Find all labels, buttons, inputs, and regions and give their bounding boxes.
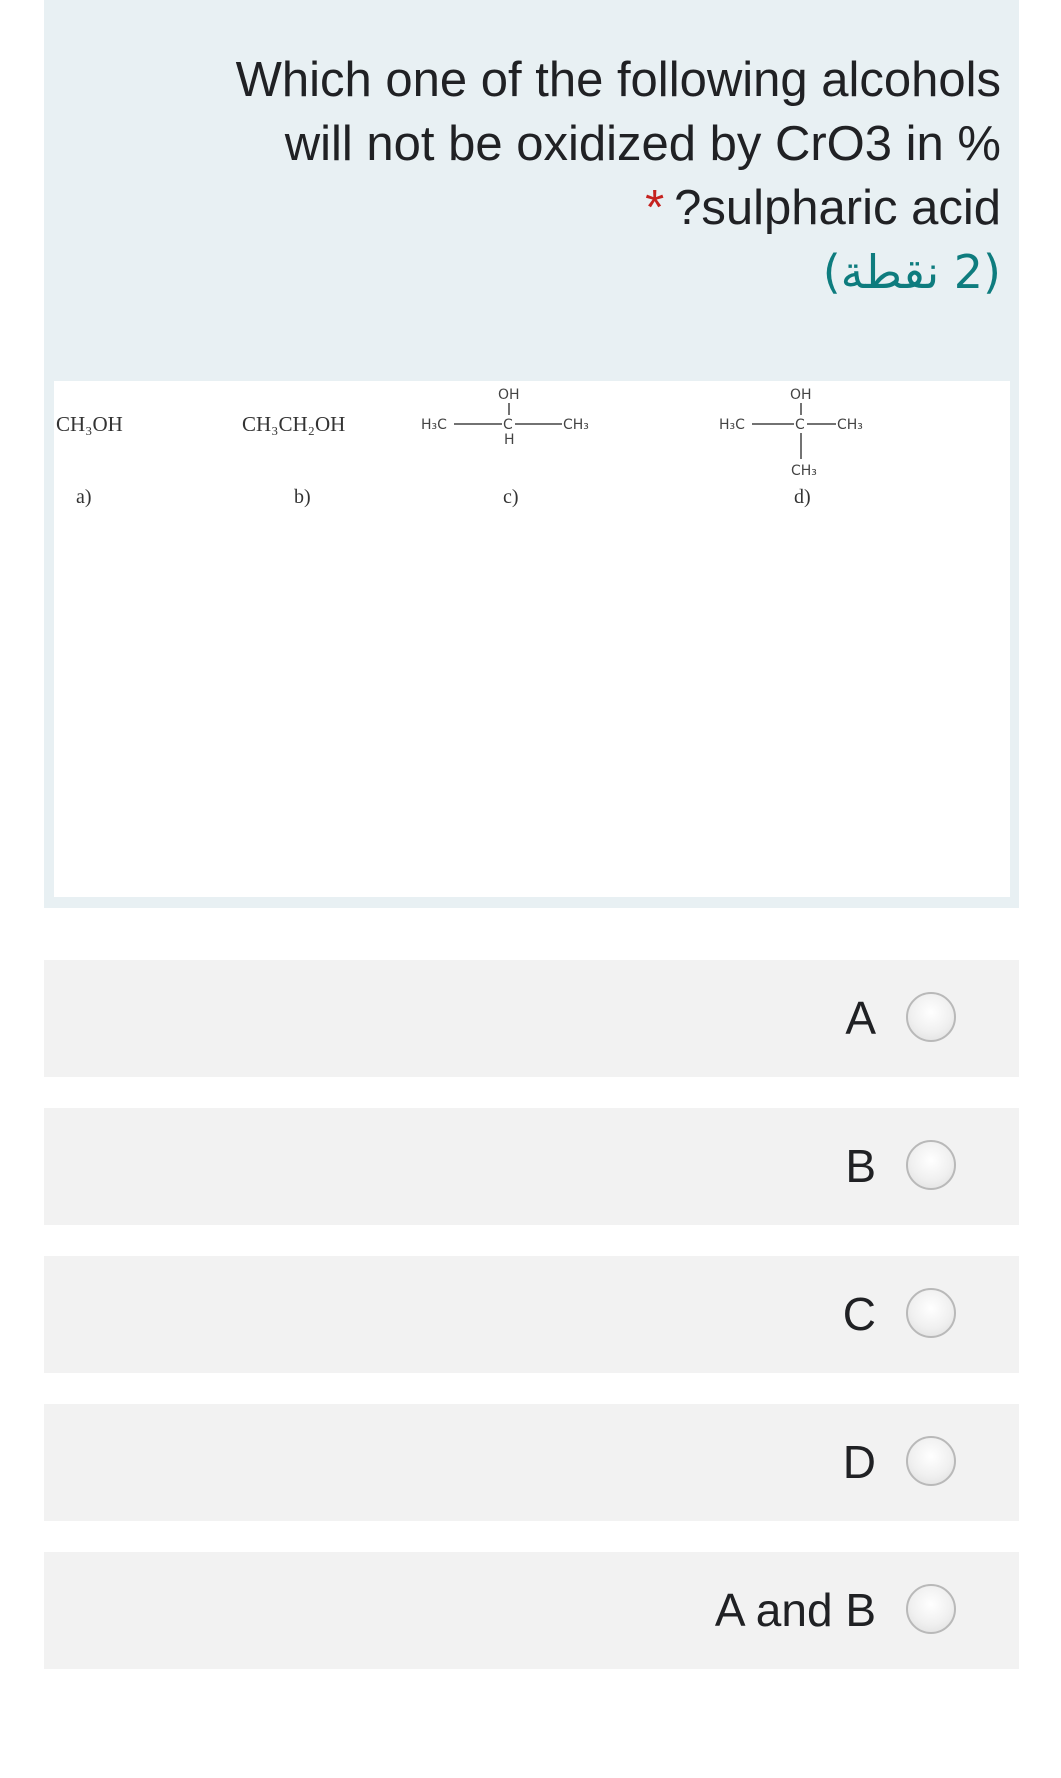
option-b-label: B: [845, 1140, 876, 1192]
structure-d-right-group: CH₃: [837, 417, 863, 433]
option-a-label: A: [845, 992, 876, 1044]
option-d-label: D: [842, 1436, 876, 1488]
option-b-radio[interactable]: [906, 1140, 956, 1190]
structure-a-formula: CH₃OH: [56, 412, 123, 436]
question-line-1: Which one of the following alcohols: [235, 53, 1001, 107]
structure-a-label: a): [76, 486, 92, 508]
option-c-radio[interactable]: [906, 1288, 956, 1338]
alcohol-structures-figure: [54, 381, 1010, 897]
structure-d-top-group: OH: [790, 387, 812, 403]
required-asterisk: *: [645, 181, 665, 235]
question-line-3: [181, 176, 1001, 240]
question-title: [181, 48, 1001, 304]
question-line-3-text: ?sulpharic acid: [674, 181, 1001, 235]
option-c-label: C: [842, 1288, 876, 1340]
question-image: [54, 381, 1010, 897]
points-line: [181, 240, 1001, 304]
structure-c-center: C: [503, 417, 513, 433]
structure-d-left-group: H₃C: [719, 417, 745, 433]
structure-c-right-group: CH₃: [563, 417, 589, 433]
option-c[interactable]: [44, 1256, 1019, 1373]
structure-d-label: d): [794, 486, 811, 508]
structure-c-bottom-group: H: [504, 432, 515, 448]
option-d[interactable]: [44, 1404, 1019, 1521]
option-d-radio[interactable]: [906, 1436, 956, 1486]
structure-c-top-group: OH: [498, 387, 520, 403]
structure-c-label: c): [503, 486, 519, 508]
points-label: (2 نقطة): [822, 245, 1001, 299]
option-a[interactable]: [44, 960, 1019, 1077]
structure-b-label: b): [294, 486, 311, 508]
structure-d-bottom-group: CH₃: [791, 463, 817, 479]
structure-d-center: C: [795, 417, 805, 433]
option-b[interactable]: [44, 1108, 1019, 1225]
option-a-and-b[interactable]: [44, 1552, 1019, 1669]
structure-b-formula: CH₃CH₂OH: [242, 412, 346, 436]
option-a-and-b-radio[interactable]: [906, 1584, 956, 1634]
structure-c-left-group: H₃C: [421, 417, 447, 433]
option-a-radio[interactable]: [906, 992, 956, 1042]
question-line-2: will not be oxidized by CrO3 in %: [284, 117, 1001, 171]
option-a-and-b-label: A and B: [714, 1584, 876, 1636]
